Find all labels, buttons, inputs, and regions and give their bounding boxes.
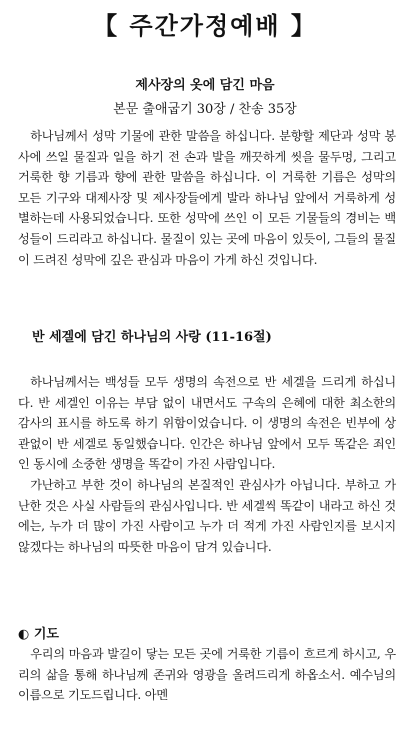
section-body bbox=[18, 372, 396, 557]
intro-paragraph: 하나님께서 성막 기물에 관한 말씀을 하십니다. 분향할 제단과 성막 봉사에 쓰일 물질과 일을 하기 전 손과 발을 깨끗하게 씻을 물두멍, 그리고 거룩한 향 기름과 향에 관한 말씀을 하십니다. 이 거룩한 기름은 성막의 모든 기구와 대제사장 및 제사장들에게 발라 하나님 앞에서 거룩하게 성별하는데 사용되었습니다. 또한 성막에 쓰인 이 모든 기물들의 경비는 백성들이 드리라고 하십니다. 물질이 있는 곳에 마음이 있듯이, 그들의 물질이 드려진 성막에 깊은 관심과 마음이 가게 하신 것입니다. bbox=[18, 129, 396, 267]
section-heading: 반 세겔에 담긴 하나님의 사랑 (11-16절) bbox=[32, 330, 272, 345]
page-title: 【 주간가정예배 】 bbox=[93, 11, 317, 40]
intro-section bbox=[18, 126, 396, 270]
prayer-heading: ◐ 기도 bbox=[18, 627, 59, 642]
sermon-title: 제사장의 옷에 담긴 마음 bbox=[135, 78, 275, 93]
scripture-reference: 본문 출애굽기 30장 / 찬송 35장 bbox=[113, 102, 297, 117]
prayer-body bbox=[18, 644, 396, 706]
section-paragraph-1: 하나님께서는 백성들 모두 생명의 속전으로 반 세겔을 드리게 하십니다. 반 세겔인 이유는 부담 없이 내면서도 구속의 은혜에 대한 최소한의 감사의 표시를 하도록 하기 위함이었습니다. 이 생명의 속전은 빈부에 상관없이 반 세겔로 동일했습니다. 인간은 하나님 앞에서 모두 똑같은 죄인인 동시에 소중한 생명을 똑같이 가진 사람입니다. bbox=[18, 375, 396, 472]
section-paragraph-2: 가난하고 부한 것이 하나님의 본질적인 관심사가 아닙니다. 부하고 가난한 것은 사실 사람들의 관심사입니다. 반 세겔씩 똑같이 내라고 하신 것에는, 누가 더 많이 가진 사람이고 누가 더 적게 가진 사람인지를 보시지 않겠다는 하나님의 따뜻한 마음이 담겨 있습니다. bbox=[18, 477, 396, 554]
prayer-paragraph: 우리의 마음과 발길이 닿는 모든 곳에 거룩한 기름이 흐르게 하시고, 우리의 삶을 통해 하나님께 존귀와 영광을 올려드리게 하옵소서. 예수님의 이름으로 기도드립니다. 아멘 bbox=[18, 647, 396, 703]
